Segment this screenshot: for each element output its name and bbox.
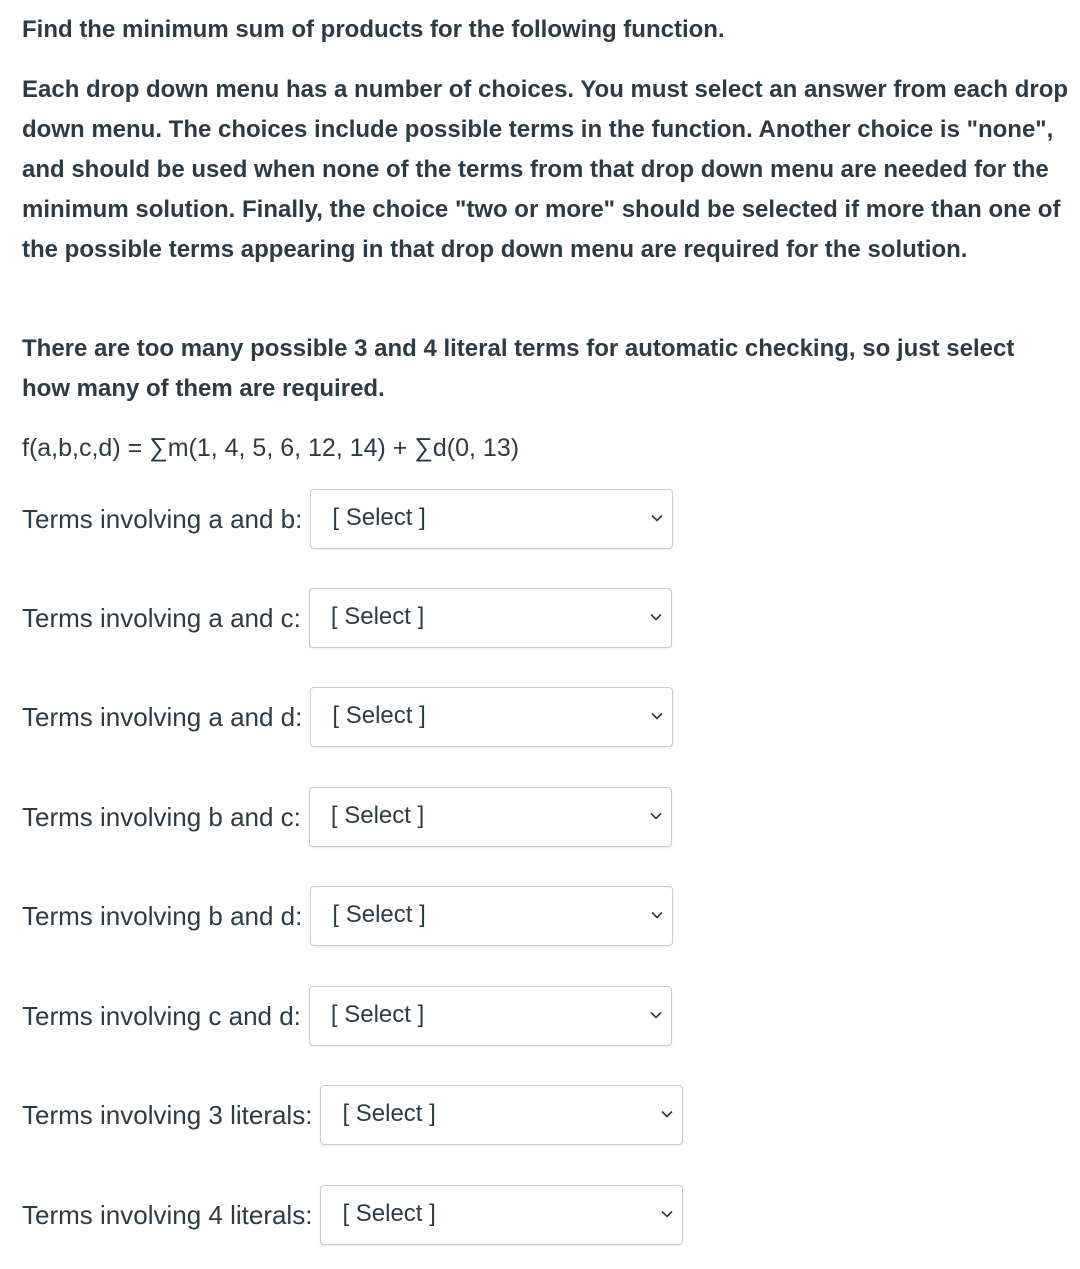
dropdown-row-4-literals (22, 1184, 683, 1246)
dropdown-row-bd (22, 885, 673, 947)
select-value: [ Select ] (342, 1100, 436, 1127)
select-terms-bd[interactable] (310, 886, 673, 946)
dropdown-label: Terms involving b and c: (22, 801, 301, 832)
chevron-down-icon (649, 610, 663, 624)
select-terms-ac[interactable] (309, 588, 672, 648)
chevron-down-icon (649, 1008, 663, 1022)
dropdown-label: Terms involving a and c: (22, 602, 301, 633)
dropdown-label: Terms involving 4 literals: (22, 1199, 313, 1230)
question-title: Find the minimum sum of products for the following function. (22, 16, 725, 43)
formula-dontcares: d(0, 13) (432, 434, 520, 462)
chevron-down-icon (650, 908, 664, 922)
dropdown-row-3-literals (22, 1084, 683, 1146)
select-terms-cd[interactable] (309, 986, 672, 1046)
sigma-symbol: ∑ (149, 432, 168, 462)
dropdown-label: Terms involving c and d: (22, 1000, 301, 1031)
chevron-down-icon (649, 809, 663, 823)
select-value: [ Select ] (332, 504, 426, 531)
chevron-down-icon (650, 709, 664, 723)
chevron-down-icon (660, 1107, 674, 1121)
formula-minterms: m(1, 4, 5, 6, 12, 14) + (167, 434, 415, 462)
select-terms-3-literals[interactable] (320, 1085, 683, 1145)
select-value: [ Select ] (332, 901, 426, 928)
select-terms-ad[interactable] (310, 687, 673, 747)
dropdown-row-ad (22, 686, 673, 748)
dropdown-label: Terms involving a and d: (22, 701, 303, 732)
sigma-symbol: ∑ (414, 432, 433, 462)
chevron-down-icon (650, 511, 664, 525)
select-terms-4-literals[interactable] (320, 1185, 683, 1245)
dropdown-label: Terms involving 3 literals: (22, 1099, 313, 1130)
select-value: [ Select ] (332, 702, 426, 729)
instructions-paragraph: Each drop down menu has a number of choices. You must select an answer from each drop down menu. The choices include possible terms in the function. Another choice is "none", and should be used when none of the terms from that drop down menu are needed for the minimum solution. Finally, the choice "two or more" should be selected if more than one of the possible terms appearing in that drop down menu are required for the solution. (22, 76, 1069, 263)
select-terms-bc[interactable] (309, 787, 672, 847)
select-value: [ Select ] (342, 1200, 436, 1227)
dropdown-label: Terms involving b and d: (22, 900, 303, 931)
dropdown-label: Terms involving a and b: (22, 503, 303, 534)
select-value: [ Select ] (330, 802, 425, 829)
select-terms-ab[interactable] (310, 489, 673, 549)
dropdown-row-ac (22, 587, 672, 649)
note-paragraph: There are too many possible 3 and 4 literal terms for automatic checking, so just select how many of them are required. (22, 335, 1015, 402)
dropdown-row-ab (22, 488, 673, 550)
function-formula (22, 427, 519, 468)
formula-lhs: f(a,b,c,d) = (22, 434, 150, 462)
dropdown-row-cd (22, 985, 672, 1047)
dropdown-row-bc (22, 786, 672, 848)
chevron-down-icon (660, 1207, 674, 1221)
select-value: [ Select ] (330, 603, 425, 630)
select-value: [ Select ] (330, 1001, 425, 1028)
